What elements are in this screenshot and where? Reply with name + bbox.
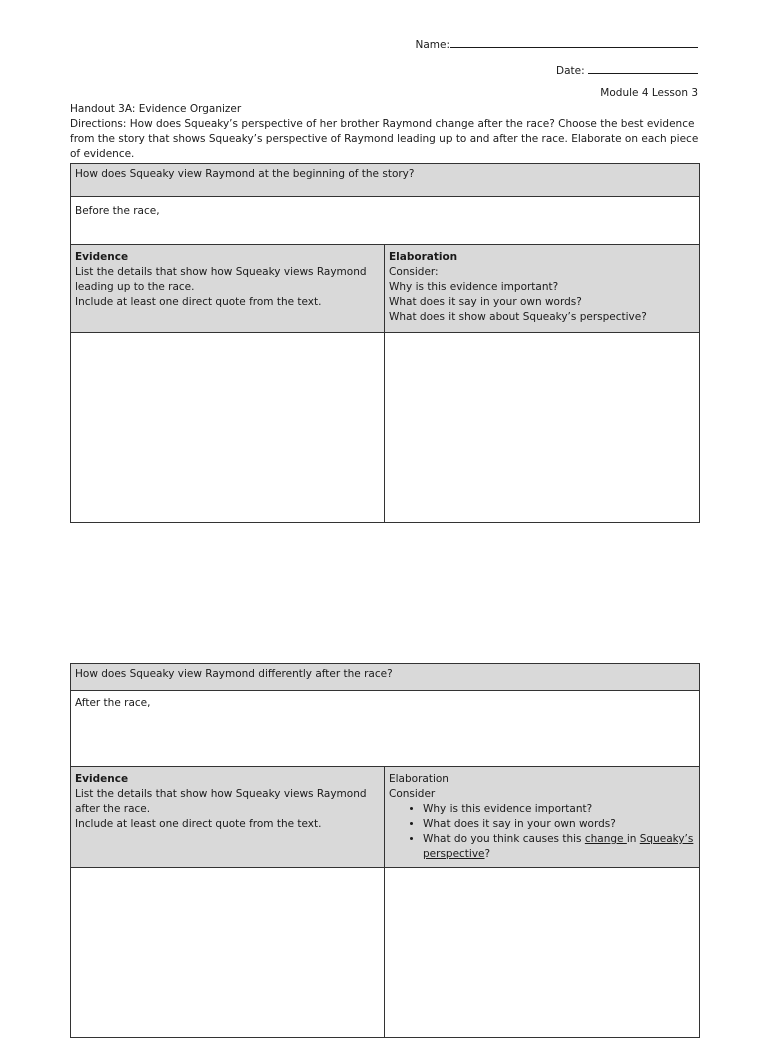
- elaboration-item: What does it say in your own words?: [389, 296, 582, 308]
- question-before: How does Squeaky view Raymond at the beginning of the story?: [71, 164, 700, 197]
- evidence-organizer-before: [70, 163, 700, 523]
- elaboration-consider: Consider:: [389, 266, 439, 278]
- evidence-answer-after[interactable]: [71, 868, 385, 1038]
- bullet-text: What do you think causes this: [423, 833, 585, 845]
- intro: [70, 102, 700, 162]
- name-field[interactable]: [415, 36, 698, 53]
- answer-before-cell[interactable]: [71, 197, 700, 245]
- elaboration-bullet: • What does it say in your own words?: [423, 817, 695, 832]
- handout-title: Handout 3A: Evidence Organizer: [70, 103, 242, 115]
- elaboration-bullet-list: [389, 802, 695, 862]
- date-blank[interactable]: [588, 62, 698, 74]
- elaboration-item: What does it show about Squeaky’s perspective?: [389, 311, 647, 323]
- answer-prompt-before: Before the race,: [75, 205, 160, 217]
- directions: Directions: How does Squeaky’s perspective of her brother Raymond change after the race? Choose the best evidence from the story that shows Squeaky’s perspective of Raymond leading up to and after the race. Elaborate on each piece of evidence.: [70, 118, 699, 160]
- elaboration-title: Elaboration: [389, 773, 449, 785]
- answer-after-cell[interactable]: [71, 691, 700, 767]
- evidence-header-after: [71, 767, 385, 868]
- evidence-instruction: List the details that show how Squeaky views Raymond leading up to the race.: [75, 266, 367, 293]
- name-label: Name:: [415, 39, 450, 51]
- elaboration-answer-after[interactable]: [385, 868, 700, 1038]
- evidence-quote-instruction: Include at least one direct quote from the text.: [75, 296, 322, 308]
- question-after: How does Squeaky view Raymond differently after the race?: [71, 664, 700, 691]
- elaboration-header-after: [385, 767, 700, 868]
- elaboration-title: Elaboration: [389, 251, 458, 263]
- elaboration-consider: Consider: [389, 788, 436, 800]
- evidence-title: Evidence: [75, 251, 129, 263]
- date-label: Date:: [556, 65, 585, 77]
- bullet-underlined-change: change: [584, 833, 627, 845]
- evidence-answer-before[interactable]: [71, 333, 385, 523]
- elaboration-item: Why is this evidence important?: [389, 281, 559, 293]
- bullet-text: in: [626, 833, 640, 845]
- elaboration-bullet: [423, 832, 695, 862]
- evidence-title: Evidence: [75, 773, 129, 785]
- elaboration-header-before: [385, 245, 700, 333]
- bullet-underlined-perspective: Squeaky’s perspective: [423, 833, 694, 860]
- elaboration-bullet: • Why is this evidence important?: [423, 802, 695, 817]
- evidence-quote-instruction: Include at least one direct quote from the text.: [75, 818, 322, 830]
- evidence-instruction: List the details that show how Squeaky views Raymond after the race.: [75, 788, 367, 815]
- evidence-organizer-after: [70, 663, 700, 1038]
- elaboration-answer-before[interactable]: [385, 333, 700, 523]
- date-field[interactable]: [556, 62, 698, 79]
- answer-prompt-after: After the race,: [75, 697, 151, 709]
- bullet-text: ?: [484, 848, 491, 860]
- name-blank[interactable]: [450, 36, 698, 48]
- module-label: Module 4 Lesson 3: [600, 87, 698, 99]
- evidence-header-before: [71, 245, 385, 333]
